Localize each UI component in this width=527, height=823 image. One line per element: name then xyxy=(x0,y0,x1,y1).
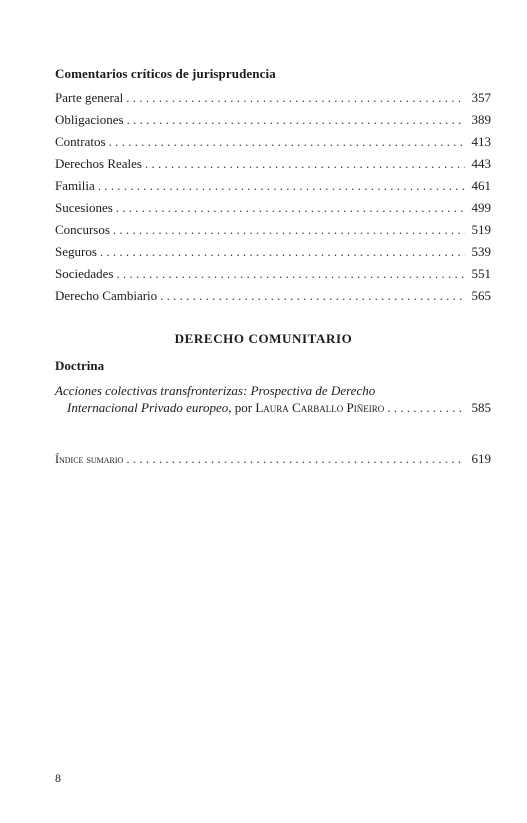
toc-label: Sociedades xyxy=(55,266,114,281)
dot-leader xyxy=(160,288,465,304)
toc-list xyxy=(55,90,491,310)
entry-author: Laura Carballo Piñeiro xyxy=(255,400,385,415)
index-row xyxy=(55,451,491,467)
dot-leader xyxy=(387,399,465,416)
dot-leader xyxy=(127,112,465,128)
toc-label: Parte general xyxy=(55,90,124,105)
folio-page-number: 8 xyxy=(55,771,61,785)
toc-row-derechos-reales xyxy=(55,156,491,178)
entry-title-line2: Internacional Privado europeo xyxy=(67,400,229,415)
dot-leader xyxy=(109,134,465,150)
toc-label: Sucesiones xyxy=(55,200,113,215)
dot-leader xyxy=(145,156,465,172)
toc-page-number: 461 xyxy=(471,178,491,193)
part-title: DERECHO COMUNITARIO xyxy=(174,331,353,346)
dot-leader xyxy=(116,266,465,282)
subsection-heading: Doctrina xyxy=(55,358,105,373)
toc-page-number: 585 xyxy=(471,400,491,415)
entry-title-line2-group xyxy=(67,399,384,416)
toc-label: Familia xyxy=(55,178,95,193)
index-label: Índice sumario xyxy=(55,452,124,466)
toc-page-number: 499 xyxy=(471,200,491,215)
toc-row-familia xyxy=(55,178,491,200)
doctrina-entry xyxy=(55,382,491,416)
toc-page-number: 357 xyxy=(471,90,491,105)
section-heading: Comentarios críticos de jurisprudencia xyxy=(55,66,276,81)
toc-row-sucesiones xyxy=(55,200,491,222)
entry-by: , por xyxy=(228,400,253,415)
toc-label: Concursos xyxy=(55,222,110,237)
toc-label: Derechos Reales xyxy=(55,156,142,171)
toc-page-number: 413 xyxy=(471,134,491,149)
toc-page-number: 389 xyxy=(471,112,491,127)
toc-label: Derecho Cambiario xyxy=(55,288,158,303)
entry-title-line1: Acciones colectivas transfronterizas: Prospectiva de Derecho xyxy=(55,383,376,398)
dot-leader xyxy=(98,178,465,194)
toc-page-number: 443 xyxy=(471,156,491,171)
toc-row-contratos xyxy=(55,134,491,156)
toc-row-obligaciones xyxy=(55,112,491,134)
dot-leader xyxy=(100,244,465,260)
entry-line2 xyxy=(55,399,491,416)
dot-leader xyxy=(113,222,465,238)
toc-row-parte-general xyxy=(55,90,491,112)
toc-label: Seguros xyxy=(55,244,97,259)
toc-row-concursos xyxy=(55,222,491,244)
toc-page-number: 539 xyxy=(471,244,491,259)
dot-leader xyxy=(126,451,465,467)
toc-page-number: 519 xyxy=(471,222,491,237)
toc-row-sociedades xyxy=(55,266,491,288)
toc-row-seguros xyxy=(55,244,491,266)
dot-leader xyxy=(116,200,465,216)
toc-label: Obligaciones xyxy=(55,112,124,127)
toc-page-number: 551 xyxy=(471,266,491,281)
dot-leader xyxy=(126,90,465,106)
toc-label: Contratos xyxy=(55,134,106,149)
toc-page-number: 619 xyxy=(471,451,491,466)
toc-row-derecho-cambiario xyxy=(55,288,491,310)
toc-page-number: 565 xyxy=(471,288,491,303)
